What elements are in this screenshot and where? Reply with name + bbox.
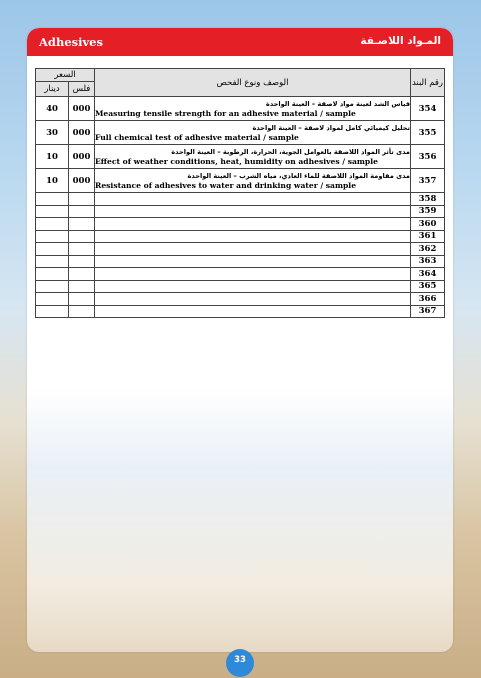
table-row [36,205,445,218]
description-cell [95,193,411,206]
item-number-cell: 367 [411,305,445,318]
table-row [36,268,445,281]
fils-header: فلس [69,82,95,97]
price-table [35,68,445,318]
section-title-ar: المـواد اللاصـقة [360,35,441,47]
dinar-cell [36,230,69,243]
item-number-cell: 355 [411,121,445,145]
dinar-cell [36,218,69,231]
section-header [27,28,453,56]
background-wash [27,388,453,652]
item-number-cell: 357 [411,169,445,193]
fils-cell [69,268,95,281]
dinar-cell: 10 [36,145,69,169]
table-row [36,218,445,231]
description-cell [95,97,411,121]
price-header: السعر [36,69,95,82]
fils-cell [69,293,95,306]
fils-cell: 000 [69,121,95,145]
dinar-cell [36,305,69,318]
table-body [36,97,445,318]
fils-cell [69,243,95,256]
page-sheet [27,28,453,652]
dinar-cell [36,280,69,293]
description-cell [95,293,411,306]
dinar-cell [36,293,69,306]
dinar-cell: 30 [36,121,69,145]
description-en: Full chemical test of adhesive material / sample [95,132,299,142]
table-row [36,305,445,318]
item-number-cell: 363 [411,255,445,268]
description-header: الوصف ونوع الفحص [95,69,411,97]
fils-cell [69,205,95,218]
fils-cell [69,230,95,243]
table-row [36,280,445,293]
dinar-header: دينار [36,82,69,97]
description-en: Measuring tensile strength for an adhesive material / sample [95,108,356,118]
section-title-en: Adhesives [39,35,103,49]
dinar-cell [36,268,69,281]
fils-cell: 000 [69,145,95,169]
dinar-cell: 10 [36,169,69,193]
item-number-cell: 366 [411,293,445,306]
table-row [36,121,445,145]
fils-cell [69,218,95,231]
description-en: Resistance of adhesives to water and drinking water / sample [95,180,357,190]
table-row [36,255,445,268]
item-number-cell: 364 [411,268,445,281]
fils-cell [69,280,95,293]
dinar-cell [36,243,69,256]
description-cell [95,268,411,281]
fils-cell [69,255,95,268]
item-number-cell: 359 [411,205,445,218]
description-cell [95,205,411,218]
table-row [36,293,445,306]
description-ar: تحليل كيميائي كامل لمواد لاصقة – العينة الواحدة [252,123,411,132]
table-row [36,230,445,243]
fils-cell [69,305,95,318]
fils-cell: 000 [69,97,95,121]
description-cell [95,280,411,293]
table-row [36,243,445,256]
description-cell [95,121,411,145]
description-cell [95,243,411,256]
item-number-cell: 361 [411,230,445,243]
dinar-cell: 40 [36,97,69,121]
item-number-cell: 356 [411,145,445,169]
table-row [36,145,445,169]
description-en: Effect of weather conditions, heat, humidity on adhesives / sample [95,156,378,166]
table-row [36,193,445,206]
description-ar: قياس الشد لعينة مواد لاصقة – العينة الواحدة [265,99,411,108]
dinar-cell [36,255,69,268]
item-number-cell: 365 [411,280,445,293]
description-ar: مدى مقاومة المواد اللاصقة للماء العادي، مياه الشرب – العينة الواحدة [187,171,411,180]
fils-cell [69,193,95,206]
description-cell [95,255,411,268]
description-cell [95,218,411,231]
item-number-cell: 360 [411,218,445,231]
item-number-cell: 362 [411,243,445,256]
description-cell [95,230,411,243]
fils-cell: 000 [69,169,95,193]
description-cell [95,169,411,193]
page-number-badge: 33 [226,649,254,677]
item-number-header: رقم البند [411,69,445,97]
description-cell [95,305,411,318]
table-row [36,97,445,121]
item-number-cell: 354 [411,97,445,121]
description-cell [95,145,411,169]
dinar-cell [36,205,69,218]
dinar-cell [36,193,69,206]
description-ar: مدى تأثر المواد اللاصقة بالعوامل الجوية، الحرارة، الرطوبة – العينة الواحدة [171,147,411,156]
item-number-cell: 358 [411,193,445,206]
table-row [36,169,445,193]
